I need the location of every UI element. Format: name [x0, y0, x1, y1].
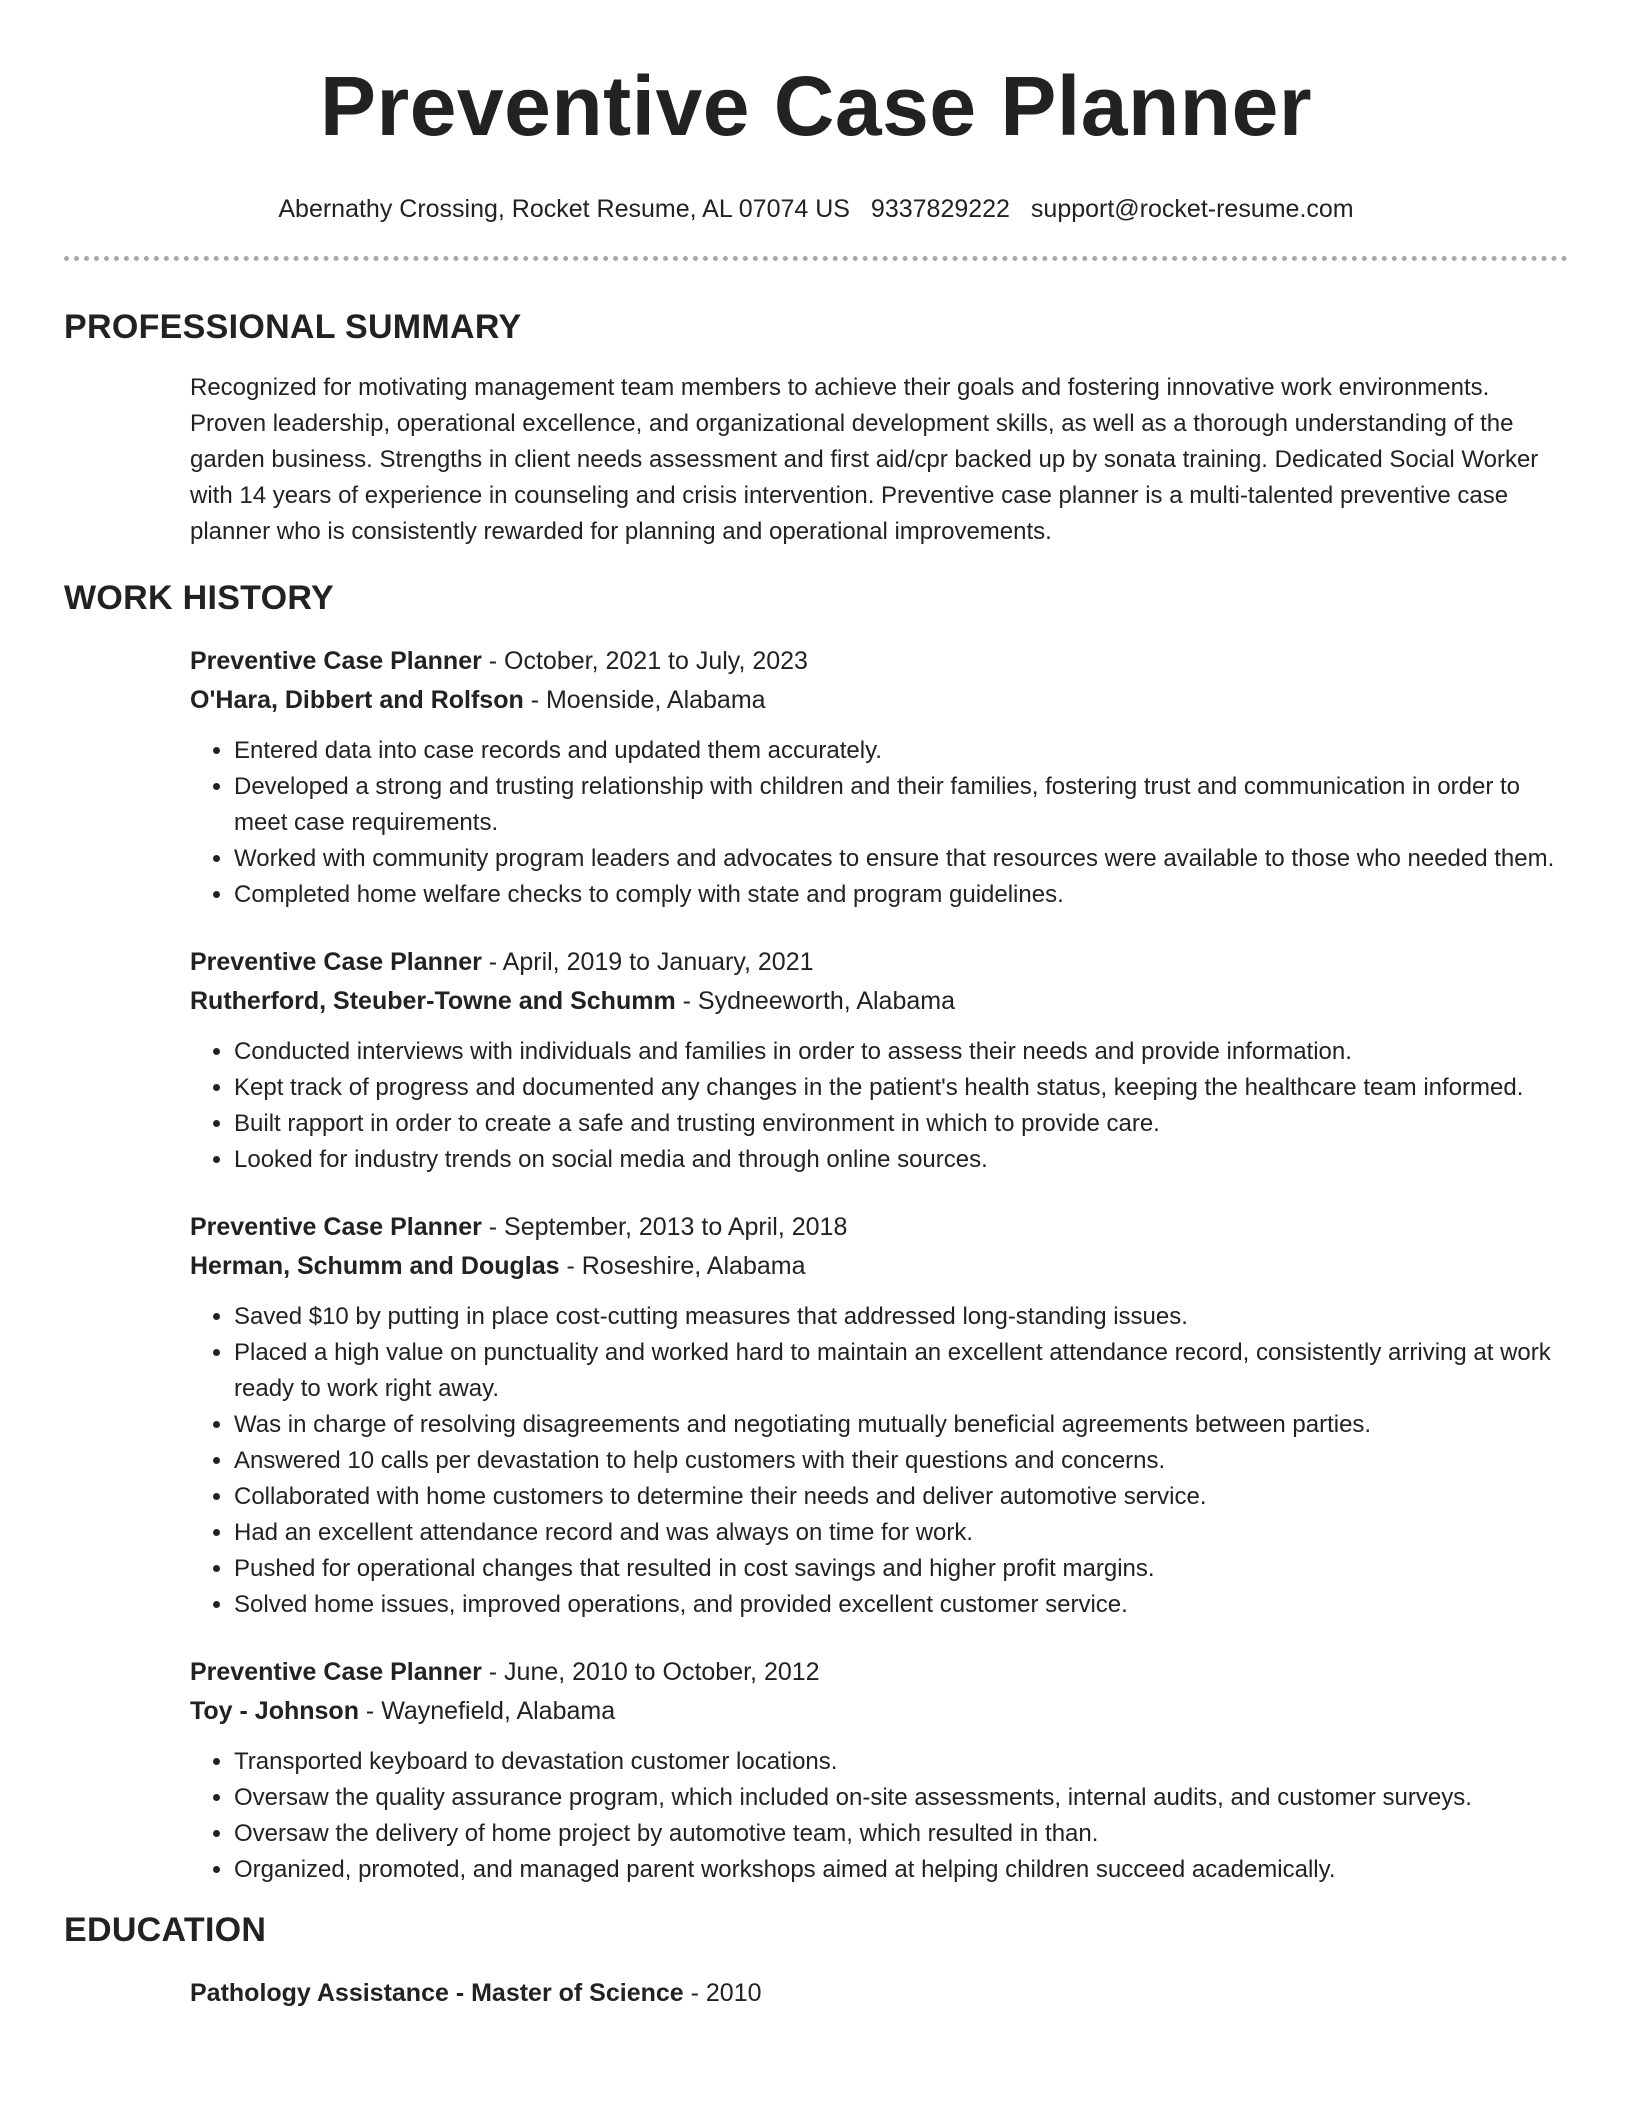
job-bullet: • Oversaw the delivery of home project by automotive team, which resulted in than.: [234, 1816, 1568, 1852]
work-history-heading: WORK HISTORY: [64, 579, 334, 617]
job-title-line: [190, 1653, 1568, 1692]
education-degree: Pathology Assistance - Master of Science: [190, 1979, 684, 2007]
job-bullet: • Had an excellent attendance record and was always on time for work.: [234, 1515, 1568, 1551]
job-bullet: • Kept track of progress and documented any changes in the patient's health status, keeping the healthcare team informed.: [234, 1070, 1568, 1106]
job-dates: - September, 2013 to April, 2018: [481, 1213, 848, 1241]
job-entry: [190, 943, 1568, 1178]
job-bullets: [190, 1299, 1568, 1623]
job-title: Preventive Case Planner: [190, 647, 482, 675]
job-entry: [190, 1653, 1568, 1888]
education-heading: EDUCATION: [64, 1911, 267, 1949]
job-bullet: • Saved $10 by putting in place cost-cutting measures that addressed long-standing issues.: [234, 1299, 1568, 1335]
job-bullet: • Was in charge of resolving disagreements and negotiating mutually beneficial agreements between parties.: [234, 1407, 1568, 1443]
education-section: [64, 1910, 1568, 2013]
job-title: Preventive Case Planner: [190, 1213, 482, 1241]
candidate-name: Preventive Case Planner: [319, 59, 1313, 153]
job-bullet: • Entered data into case records and updated them accurately.: [234, 733, 1568, 769]
job-entry: [190, 642, 1568, 913]
resume-page: [64, 0, 1568, 2013]
job-bullet: • Organized, promoted, and managed parent workshops aimed at helping children succeed academically.: [234, 1852, 1568, 1888]
job-bullets: [190, 1744, 1568, 1888]
education-entry: [190, 1974, 1568, 2013]
job-location: - Waynefield, Alabama: [358, 1697, 616, 1725]
job-title: Preventive Case Planner: [190, 1658, 482, 1686]
job-bullet: • Completed home welfare checks to comply with state and program guidelines.: [234, 877, 1568, 913]
job-entry: [190, 1208, 1568, 1623]
job-company: O'Hara, Dibbert and Rolfson: [190, 686, 524, 714]
job-location: - Moenside, Alabama: [523, 686, 766, 714]
contact-line: [64, 194, 1568, 224]
header-divider: [64, 256, 1568, 261]
job-bullet: • Answered 10 calls per devastation to help customers with their questions and concerns.: [234, 1443, 1568, 1479]
job-bullet: • Built rapport in order to create a safe and trusting environment in which to provide care.: [234, 1106, 1568, 1142]
job-bullet: • Collaborated with home customers to determine their needs and deliver automotive service.: [234, 1479, 1568, 1515]
summary-heading: PROFESSIONAL SUMMARY: [64, 308, 522, 346]
contact-address: Abernathy Crossing, Rocket Resume, AL 07074 US: [278, 195, 850, 223]
work-history-section: [64, 578, 1568, 1888]
job-location: - Roseshire, Alabama: [559, 1252, 806, 1280]
summary-text: Recognized for motivating management team members to achieve their goals and fostering innovative work environments. Proven leadership, operational excellence, and organizational development skills, as well as a thorough understanding of the garden business. Strengths in client needs assessment and first aid/cpr backed up by sonata training. Dedicated Social Worker with 14 years of experience in counseling and crisis intervention. Preventive case planner is a multi-talented preventive case planner who is consistently rewarded for planning and operational improvements.: [190, 374, 1539, 545]
job-dates: - October, 2021 to July, 2023: [481, 647, 808, 675]
job-bullet: • Solved home issues, improved operations, and provided excellent customer service.: [234, 1587, 1568, 1623]
job-bullet: • Worked with community program leaders and advocates to ensure that resources were available to those who needed them.: [234, 841, 1568, 877]
job-bullet: • Developed a strong and trusting relationship with children and their families, fostering trust and communication in order to meet case requirements.: [234, 769, 1568, 841]
job-company-line: [190, 982, 1568, 1021]
job-company-line: [190, 1692, 1568, 1731]
job-title-line: [190, 1208, 1568, 1247]
job-company: Toy - Johnson: [190, 1697, 359, 1725]
job-bullet: • Transported keyboard to devastation customer locations.: [234, 1744, 1568, 1780]
job-bullet: • Looked for industry trends on social media and through online sources.: [234, 1142, 1568, 1178]
job-bullets: [190, 733, 1568, 913]
job-bullet: • Placed a high value on punctuality and worked hard to maintain an excellent attendance record, consistently arriving at work ready to work right away.: [234, 1335, 1568, 1407]
job-company-line: [190, 681, 1568, 720]
job-bullets: [190, 1034, 1568, 1178]
contact-phone: 9337829222: [870, 195, 1010, 223]
job-location: - Sydneeworth, Alabama: [675, 987, 955, 1015]
job-company: Rutherford, Steuber-Towne and Schumm: [190, 987, 676, 1015]
job-title-line: [190, 642, 1568, 681]
job-title-line: [190, 943, 1568, 982]
job-bullet: • Oversaw the quality assurance program, which included on-site assessments, internal audits, and customer surveys.: [234, 1780, 1568, 1816]
job-company-line: [190, 1247, 1568, 1286]
job-company: Herman, Schumm and Douglas: [190, 1252, 560, 1280]
job-dates: - June, 2010 to October, 2012: [481, 1658, 820, 1686]
education-year: - 2010: [683, 1979, 762, 2007]
job-bullet: • Conducted interviews with individuals and families in order to assess their needs and provide information.: [234, 1034, 1568, 1070]
contact-email: support@rocket-resume.com: [1030, 195, 1354, 223]
job-title: Preventive Case Planner: [190, 948, 482, 976]
summary-section: [64, 307, 1568, 550]
job-bullet: • Pushed for operational changes that resulted in cost savings and higher profit margins.: [234, 1551, 1568, 1587]
job-dates: - April, 2019 to January, 2021: [481, 948, 814, 976]
